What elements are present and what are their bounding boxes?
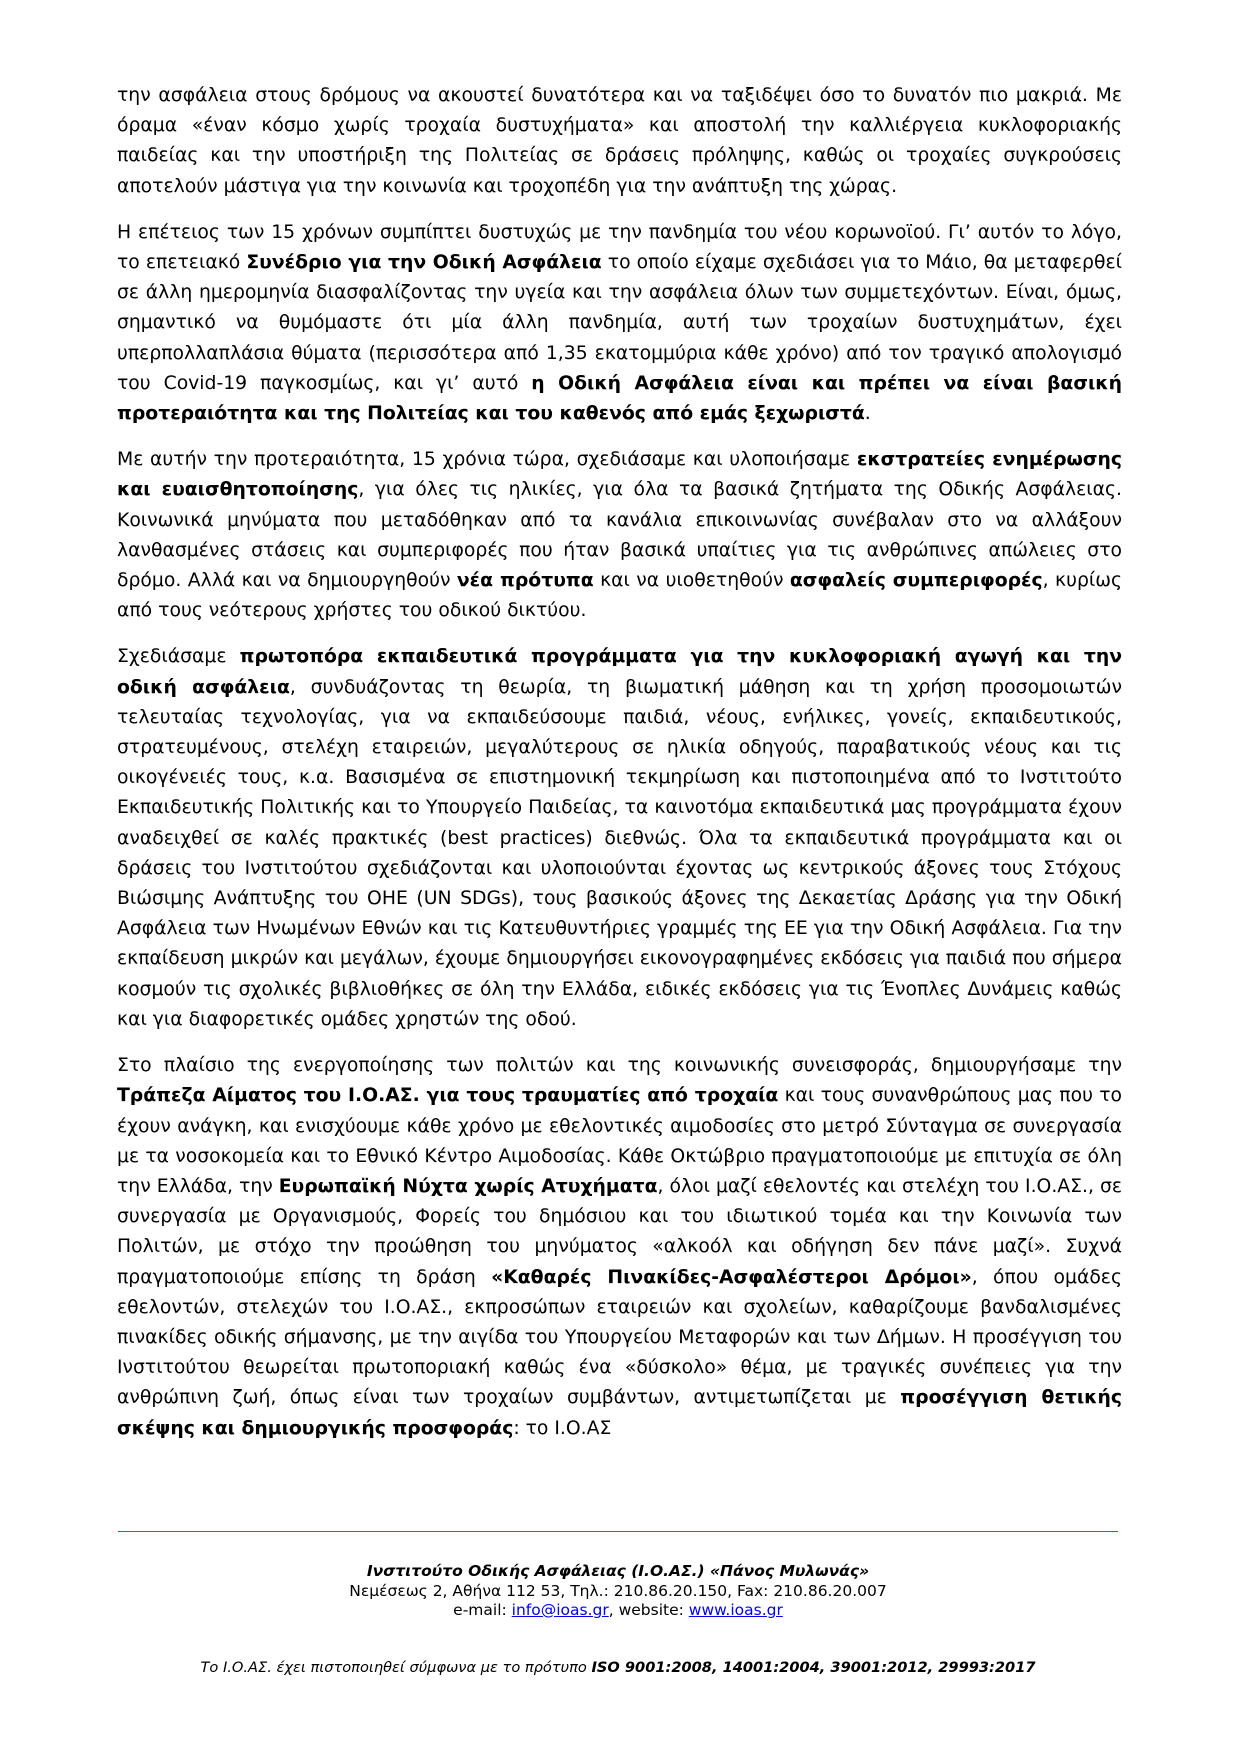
bold-text: Ευρωπαϊκή Νύχτα χωρίς Ατυχήματα [278,1175,658,1197]
text-run: , συνδυάζοντας τη θεωρία, τη βιωματική μάθηση και τη χρήση προσομοιωτών τελευταίας τεχνολογίας, για να εκπαιδεύσουμε παιδιά, νέους, ενήλικες, γονείς, εκπαιδευτικούς, στρατευμένους, στελέχη εταιρειών, μεγαλύτερους σε ηλικία οδηγούς, παραβατικούς νέους και τις οικογένειές τους, κ.α. Βασισμένα σε επιστημονική τεκμηρίωση και πιστοποιημένα από το Ινστιτούτο Εκπαιδευτικής Πολιτικής και το Υπουργείο Παιδείας, τα καινοτόμα εκπαιδευτικά μας προγράμματα έχουν αναδειχθεί σε καλές πρακτικές (best practices) διεθνώς. Όλα τα εκπαιδευτικά προγράμματα και οι δράσεις του Ινστιτούτου σχεδιάζονται και υλοποιούνται έχοντας ως κεντρικούς άξονες τους Στόχους Βιώσιμης Ανάπτυξης του ΟΗΕ (UN SDGs), τους βασικούς άξονες της Δεκαετίας Δράσης για την Οδική Ασφάλεια των Ηνωμένων Εθνών και τις Κατευθυντήριες γραμμές της ΕΕ για την Οδική Ασφάλεια. Για την εκπαίδευση μικρών και μεγάλων, έχουμε δημιουργήσει εικονογραφημένες εκδόσεις για παιδιά που σήμερα κοσμούν τις σχολικές βιβλιοθήκες σε όλη την Ελλάδα, ειδικές εκδόσεις για τις Ένοπλες Δυνάμεις καθώς και για διαφορετικές ομάδες χρηστών της οδού. [117,676,1123,1030]
bold-text: νέα πρότυπα [456,570,594,592]
certification-standards: ISO 9001:2008, 14001:2004, 39001:2012, 29993:2017 [591,1659,1036,1676]
bold-text: εκστρατείες ενημέρωσης και ευαισθητοποίησης [117,449,1122,501]
text-run: Στο πλαίσιο της ενεργοποίησης των πολιτών και της κοινωνικής συνεισφοράς, δημιουργήσαμε την [117,1055,1122,1077]
text-run: , για όλες τις ηλικίες, για όλα τα βασικά ζητήματα της Οδικής Ασφάλειας. Κοινωνικά μηνύματα που μεταδόθηκαν από τα κανάλια επικοινωνίας συνέβαλαν στο να αλλάξουν λανθασμένες στάσεις και συμπεριφορές που ήταν βασικά υπαίτιες για τις ανθρώπινες απώλειες στο δρόμο. Αλλά και να δημιουργηθούν [117,479,1122,592]
paragraph [117,642,1122,1035]
text-run: Με αυτήν την προτεραιότητα, 15 χρόνια τώρα, σχεδιάσαμε και υλοποιήσαμε [117,449,857,471]
bold-text: πρωτοπόρα εκπαιδευτικά προγράμματα για την κυκλοφοριακή αγωγή και την οδική ασφάλεια [117,646,1123,698]
footer-divider [118,1531,1118,1532]
bold-text: Συνέδριο για την Οδική Ασφάλεια [246,252,602,274]
text-run: την ασφάλεια στους δρόμους να ακουστεί δυνατότερα και να ταξιδέψει όσο το δυνατόν πιο μακριά. Με όραμα «έναν κόσμο χωρίς τροχαία δυστυχήματα» και αποστολή την καλλιέργεια κυκλοφοριακής παιδείας και την υποστήριξη της Πολιτείας σε δράσεις πρόληψης, καθώς οι τροχαίες συγκρούσεις αποτελούν μάστιγα για την κοινωνία και τροχοπέδη για την ανάπτυξη της χώρας. [117,85,1122,197]
bold-text: ασφαλείς συμπεριφορές [789,570,1043,592]
text-run: . [864,403,871,425]
certification-note [118,1659,1118,1676]
website-link[interactable]: www.ioas.gr [688,1601,783,1619]
footer-organization: Ινστιτούτο Οδικής Ασφάλειας (Ι.Ο.ΑΣ.) «Πάνος Μυλωνάς» [366,1562,870,1580]
text-run: Η επέτειος των 15 χρόνων συμπίπτει δυστυχώς με την πανδημία του νέου κορωνοϊού. Γι’ αυτόν το λόγο, το επετειακό [117,221,1122,274]
text-run: και τους συνανθρώπους μας που το έχουν ανάγκη, και ενισχύουμε κάθε χρόνο με εθελοντικές αιμοδοσίες στο μετρό Σύνταγμα σε συνεργασία με τα νοσοκομεία και το Εθνικό Κέντρο Αιμοδοσίας. Κάθε Οκτώβριο πραγματοποιούμε με επιτυχία σε όλη την Ελλάδα, την [117,1085,1122,1197]
footer-address: Νεμέσεως 2, Αθήνα 112 53, Τηλ.: 210.86.20.150, Fax: 210.86.20.007 [349,1581,887,1600]
paragraph [117,81,1122,202]
certification-text: Το Ι.Ο.ΑΣ. έχει πιστοποιηθεί σύμφωνα με το πρότυπο [200,1659,592,1676]
document-body [117,81,1122,1460]
text-run: , όπου ομάδες εθελοντών, στελεχών του Ι.Ο.ΑΣ., εκπροσώπων εταιρειών και σχολείων, καθαρίζουμε βανδαλισμένες πινακίδες οδικής σήμανσης, με την αιγίδα του Υπουργείου Μεταφορών και των Δήμων. Η προσέγγιση του Ινστιτούτου θεωρείται πρωτοποριακή καθώς ένα «δύσκολο» θέμα, με τραγικές συνέπειες για την ανθρώπινη ζωή, όπως είναι των τροχαίων συμβάντων, αντιμετωπίζεται με [117,1266,1122,1409]
bold-text: Τράπεζα Αίματος του Ι.Ο.ΑΣ. για τους τραυματίες από τροχαία [117,1085,779,1107]
footer [118,1562,1118,1621]
footer-contact [118,1601,1118,1621]
bold-text: «Καθαρές Πινακίδες-Ασφαλέστεροι Δρόμοι» [491,1266,972,1288]
website-label: , website: [608,1601,689,1619]
text-run: , κυρίως από τους νεότερους χρήστες του οδικού δικτύου. [117,570,1122,622]
bold-text: η Οδική Ασφάλεια είναι και πρέπει να είναι βασική προτεραιότητα και της Πολιτείας και του καθενός από εμάς ξεχωριστά [117,372,1122,425]
paragraph [117,1051,1122,1444]
email-link[interactable]: info@ioas.gr [511,1601,609,1619]
text-run: και να υιοθετηθούν [593,570,790,592]
email-label: e-mail: [453,1601,512,1619]
paragraph [117,218,1122,429]
text-run: , όλοι μαζί εθελοντές και στελέχη του Ι.Ο.ΑΣ., σε συνεργασία με Οργανισμούς, Φορείς του δημόσιου και του ιδιωτικού τομέα και την Κοινωνία των Πολιτών, με στόχο την προώθηση του μηνύματος «αλκοόλ και οδήγηση δεν πάνε μαζί». Συχνά πραγματοποιούμε επίσης τη δράση [117,1175,1123,1288]
text-run: το οποίο είχαμε σχεδιάσει για το Μάιο, θα μεταφερθεί σε άλλη ημερομηνία διασφαλίζοντας την υγεία και την ασφάλεια όλων των συμμετεχόντων. Είναι, όμως, σημαντικό να θυμόμαστε ότι μία άλλη πανδημία, αυτή των τροχαίων δυστυχημάτων, έχει υπερπολλαπλάσια θύματα (περισσότερα από 1,35 εκατομμύρια κάθε χρόνο) από τον τραγικό απολογισμό του Covid-19 παγκοσμίως, και γι’ αυτό [117,252,1122,394]
paragraph [117,445,1122,626]
bold-text: προσέγγιση θετικής σκέψης και δημιουργικής προσφοράς [117,1387,1122,1439]
text-run: : το Ι.Ο.ΑΣ [513,1417,612,1439]
text-run: Σχεδιάσαμε [117,646,240,668]
